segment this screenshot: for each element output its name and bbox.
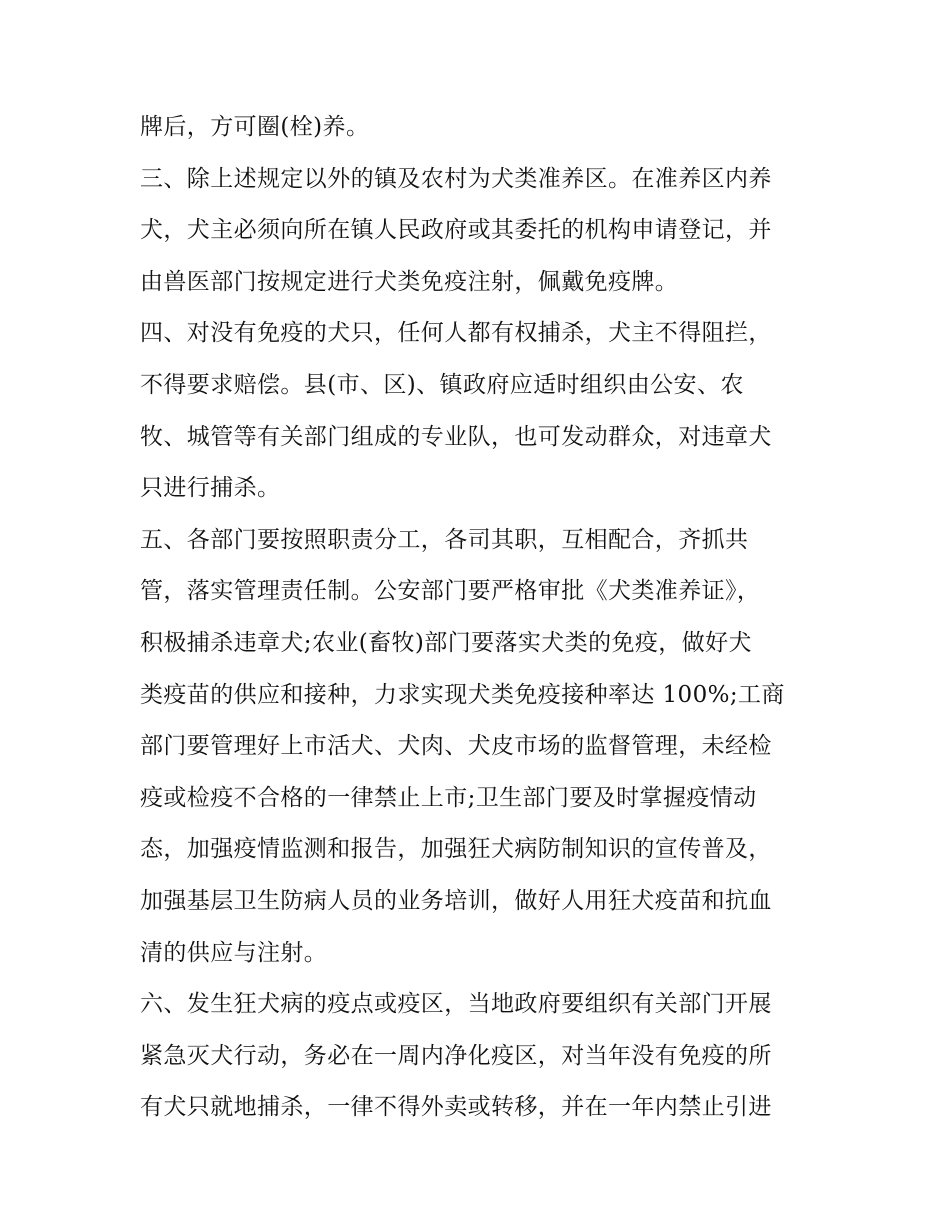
body-text [140,102,820,1134]
text-line: 有犬只就地捕杀，一律不得外卖或转移，并在一年内禁止引进 [140,1094,772,1121]
text-line: 紧急灭犬行动，务必在一周内净化疫区，对当年没有免疫的所 [140,1042,772,1069]
text-line: 不得要求赔偿。县(市、区)、镇政府应适时组织由公安、农 [140,371,744,398]
text-line: 五、各部门要按照职责分工，各司其职，互相配合，齐抓共 [140,526,749,553]
text-line: 管，落实管理责任制。公安部门要严格审批《犬类准养证》， [140,578,761,605]
text-line: 积极捕杀违章犬;农业(畜牧)部门要落实犬类的免疫，做好犬 [140,629,752,656]
text-line: 疫或检疫不合格的一律禁止上市;卫生部门要及时掌握疫情动 [140,784,757,811]
text-line: 类疫苗的供应和接种，力求实现犬类免疫接种率达 100%;工商 [140,681,785,708]
text-line: 态，加强疫情监测和报告，加强狂犬病防制知识的宣传普及， [140,836,772,863]
text-line: 牌后，方可圈(栓)养。 [140,114,370,140]
text-line: 牧、城管等有关部门组成的专业队，也可发动群众，对违章犬 [140,423,772,450]
text-line: 加强基层卫生防病人员的业务培训，做好人用狂犬疫苗和抗血 [140,887,772,914]
text-line: 三、除上述规定以外的镇及农村为犬类准养区。在准养区内养 [140,165,772,192]
text-line: 只进行捕杀。 [140,475,281,502]
text-line: 六、发生狂犬病的疫点或疫区，当地政府要组织有关部门开展 [140,991,772,1018]
text-line: 四、对没有免疫的犬只，任何人都有权捕杀，犬主不得阻拦， [140,320,772,347]
text-line: 犬，犬主必须向所在镇人民政府或其委托的机构申请登记，并 [140,217,772,244]
text-line: 由兽医部门按规定进行犬类免疫注射，佩戴免疫牌。 [140,268,679,295]
text-line: 部门要管理好上市活犬、犬肉、犬皮市场的监督管理，未经检 [140,733,772,760]
text-line: 清的供应与注射。 [140,939,328,966]
